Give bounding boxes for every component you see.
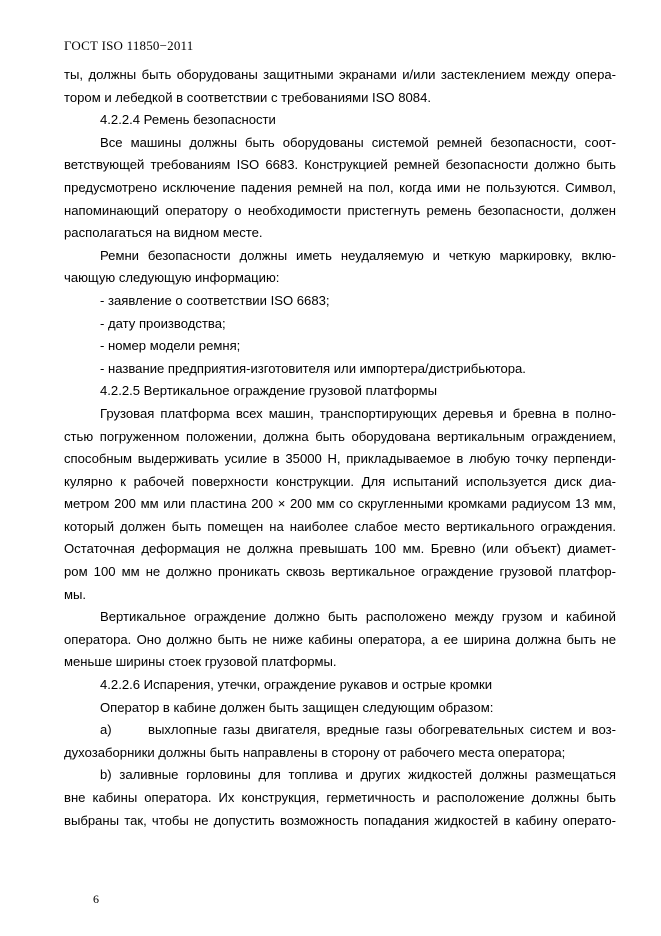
text-line: тором и лебедкой в соответствии с требованиями ISO 8084.: [64, 89, 432, 105]
list-item-b: b) заливные горловины для топлива и других жидкостей должны размещаться: [100, 767, 616, 783]
text-line: ветствующей требованиям ISO 6683. Конструкцией ремней безопасности должно быть: [64, 157, 616, 173]
text-line: меньше ширины стоек грузовой платформы.: [64, 654, 337, 670]
list-item: - название предприятия-изготовителя или импортера/дистрибьютора.: [100, 360, 526, 376]
text-line: Вертикальное ограждение должно быть расположено между грузом и кабиной: [100, 609, 616, 625]
document-body: [64, 64, 616, 832]
text-line: выбраны так, чтобы не допустить возможность попадания жидкостей в кабину операто-: [64, 812, 616, 828]
list-item-text: выхлопные газы двигателя, вредные газы обогревательных систем и воз-: [148, 722, 616, 738]
document-header: ГОСТ ISO 11850−2011: [64, 38, 194, 53]
text-line: способным выдерживать усилие в 35000 Н, прикладываемое в любую точку перпенди-: [64, 451, 616, 467]
list-label: а): [100, 722, 112, 738]
section-heading: 4.2.2.6 Испарения, утечки, ограждение рукавов и острые кромки: [100, 677, 493, 693]
text-line: Ремни безопасности должны иметь неудаляемую и четкую маркировку, вклю-: [100, 247, 616, 263]
text-line: кулярно к рабочей поверхности конструкции. Для испытаний используется диск диа-: [64, 473, 616, 489]
list-item-a: [64, 719, 616, 742]
section-heading: 4.2.2.5 Вертикальное ограждение грузовой платформы: [100, 383, 438, 399]
text-line: вне кабины оператора. Их конструкция, герметичность и расположение должны быть: [64, 790, 616, 805]
list-item: - номер модели ремня;: [100, 338, 241, 354]
text-line: ром 100 мм не должно проникать сквозь вертикальное ограждение грузовой платфор-: [64, 564, 616, 580]
page-number: 6: [93, 892, 99, 906]
text-line: метром 200 мм или пластина 200 × 200 мм со скругленными кромками радиусом 13 мм,: [64, 496, 616, 512]
text-line: Все машины должны быть оборудованы системой ремней безопасности, соот-: [100, 134, 616, 150]
text-line: напоминающий оператору о необходимости пристегнуть ремень безопасности, должен: [64, 202, 616, 218]
text-line: чающую следующую информацию:: [64, 270, 280, 286]
text-line: Грузовая платформа всех машин, транспортирующих деревья и бревна в полно-: [100, 405, 616, 421]
text-line: Оператор в кабине должен быть защищен следующим образом:: [100, 699, 494, 715]
text-line: стью погруженном положении, должна быть оборудована вертикальным ограждением,: [64, 428, 616, 444]
text-line: оператора. Оно должно быть не ниже кабины оператора, а ее ширина должна быть не: [64, 631, 616, 647]
text-line: который должен быть помещен на наиболее слабое место вертикального ограждения.: [64, 518, 616, 534]
text-line: предусмотрено исключение падения ремней на пол, когда ими не пользуются. Символ,: [64, 179, 616, 195]
list-item: - заявление о соответствии ISO 6683;: [100, 292, 330, 308]
list-item: - дату производства;: [100, 315, 226, 331]
text-line: располагаться на видном месте.: [64, 225, 263, 241]
text-line: Остаточная деформация не должна превышать 100 мм. Бревно (или объект) диамет-: [64, 541, 616, 557]
text-line: ты, должны быть оборудованы защитными экранами и/или застеклением между опера-: [64, 67, 616, 82]
section-heading: 4.2.2.4 Ремень безопасности: [100, 112, 276, 128]
text-line: мы.: [64, 586, 87, 602]
text-line: духозаборники должны быть направлены в сторону от рабочего места оператора;: [64, 744, 566, 760]
